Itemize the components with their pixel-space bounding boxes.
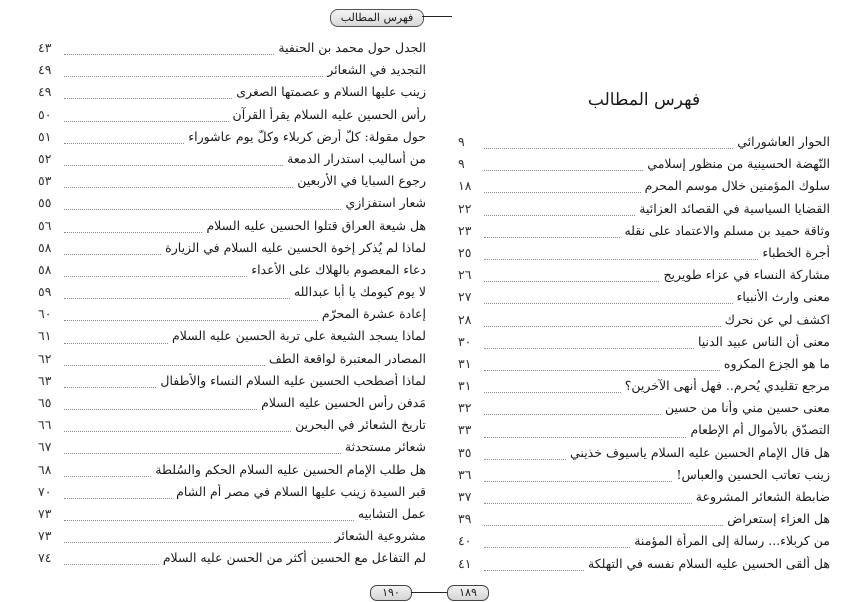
toc-entry (458, 556, 830, 578)
toc-entry-title: لا يوم كيومك يا أبا عبدالله (293, 284, 426, 300)
toc-entry (458, 134, 830, 156)
toc-entry-page: ٣٠ (458, 333, 472, 349)
toc-entry-page: ٣٣ (458, 422, 472, 438)
toc-entry-page: ٥٥ (38, 195, 52, 211)
page-number-left: ١٩٠ (370, 585, 412, 601)
toc-entry-page: ٦٦ (38, 417, 52, 433)
dot-leader (64, 408, 257, 410)
dot-leader (64, 231, 202, 233)
toc-entry-title: لماذا أصطحب الحسين عليه السلام النساء والأطفال (160, 372, 426, 388)
page-title: فهرس المطالب (587, 90, 701, 110)
toc-entry-title: حول مقولة: كلّ أرض كربلاء وكلّ يوم عاشوراء (188, 128, 426, 144)
toc-entry-page: ٣١ (458, 355, 472, 371)
toc-entry-page: ٦٨ (38, 461, 52, 477)
toc-entry (458, 223, 830, 245)
dot-leader (64, 342, 168, 344)
dot-leader (484, 258, 758, 260)
dot-leader (484, 546, 630, 548)
toc-entry-page: ٥١ (38, 128, 52, 144)
toc-entry-page: ٣٧ (458, 489, 472, 504)
toc-entry-title: الجدل حول محمد بن الحنفية (278, 40, 426, 55)
toc-entry-page: ٣٩ (458, 511, 472, 527)
toc-entry (458, 445, 830, 467)
dot-leader (64, 430, 291, 432)
toc-entry-page: ٢٨ (458, 311, 472, 327)
toc-entry (38, 240, 426, 262)
toc-entry (38, 173, 426, 195)
dot-leader (484, 413, 661, 415)
toc-entry-title: مشروعية الشعائر (334, 528, 426, 544)
dot-leader (64, 541, 331, 543)
toc-entry (38, 284, 426, 306)
toc-entry-page: ٦١ (38, 328, 52, 344)
toc-entry-page: ٦٠ (38, 306, 52, 322)
toc-entry (38, 373, 426, 395)
toc-entry-page: ٤٣ (38, 40, 52, 55)
dot-leader (64, 452, 341, 454)
dot-leader (484, 325, 721, 327)
dot-leader (484, 436, 686, 438)
toc-entry-page: ٦٢ (38, 350, 52, 366)
toc-entry-title: اكشف لي عن نحرك (724, 311, 830, 327)
toc-entry-title: رجوع السبايا في الأربعين (297, 173, 426, 189)
right-page-toc (458, 88, 830, 578)
dot-leader (484, 569, 584, 571)
toc-entry-title: معنى حسين مني وأنا من حسين (664, 400, 830, 416)
toc-entry (38, 417, 426, 439)
dot-leader (64, 297, 290, 299)
toc-entry-title: زينب عليها السلام و عصمتها الصغرى (236, 84, 426, 100)
toc-entry-page: ٥٢ (38, 150, 52, 166)
toc-entry-page: ٧٣ (38, 528, 52, 544)
toc-entry-title: وثاقة حميد بن مسلم والاعتماد على نقله (624, 222, 830, 238)
toc-entry (458, 156, 830, 178)
dot-leader (484, 236, 620, 238)
toc-entry (38, 262, 426, 284)
dot-leader (484, 169, 643, 171)
toc-entry (38, 151, 426, 173)
toc-entry-page: ٩ (458, 134, 465, 149)
dot-leader (64, 253, 161, 255)
dot-leader (484, 280, 659, 282)
toc-entry (458, 467, 830, 489)
toc-entry-title: رأس الحسين عليه السلام يقرأ القرآن (232, 106, 426, 122)
toc-entry (38, 107, 426, 129)
dot-leader (484, 458, 566, 460)
toc-entry-title: التجديد في الشعائر (327, 62, 426, 78)
toc-entry-page: ٥٦ (38, 217, 52, 233)
toc-entry-title: النّهضة الحسينية من منظور إسلامي (647, 156, 830, 172)
toc-entry-title: شعار استفزازي (345, 195, 426, 211)
toc-entry-page: ٥٣ (38, 173, 52, 189)
toc-entry-title: من أساليب استدرار الدمعة (287, 150, 426, 166)
dot-leader (484, 480, 672, 482)
toc-entry-title: شعائر مستحدثة (344, 439, 426, 455)
dot-leader (64, 208, 341, 210)
toc-entry-title: هل قال الإمام الحسين عليه السلام ياسيوف خذيني (570, 444, 830, 460)
toc-entry-page: ٣٦ (458, 466, 472, 482)
toc-entry-title: قبر السيدة زينب عليها السلام في مصر أم الشام (176, 483, 426, 499)
toc-entry (38, 462, 426, 484)
toc-entry-page: ٤٩ (38, 84, 52, 100)
dot-leader (64, 164, 283, 166)
toc-entry-page: ٢٧ (458, 289, 472, 305)
toc-entry-title: لماذا لم يُذكر إخوة الحسين عليه السلام في الزيارة (165, 239, 426, 255)
toc-entry (458, 334, 830, 356)
dot-leader (484, 369, 720, 371)
toc-entry (38, 484, 426, 506)
toc-entry-title: من كربلاء... رسالة إلى المرأة المؤمنة (634, 533, 830, 549)
left-page-toc (38, 40, 426, 573)
toc-entry-title: مشاركة النساء في عزاء طويريج (663, 267, 830, 283)
toc-entry-title: هل طلب الإمام الحسين عليه السلام الحكم والسُلطة (155, 461, 426, 477)
toc-entry-page: ٧٠ (38, 483, 52, 499)
toc-entry (38, 306, 426, 328)
toc-entry-page: ٣١ (458, 378, 472, 394)
toc-entry (38, 395, 426, 417)
toc-entry-title: معنى وارث الأنبياء (736, 289, 830, 305)
toc-entry-page: ٣٢ (458, 400, 472, 416)
toc-entry-title: هل ألقى الحسين عليه السلام نفسه في التهلكة (588, 555, 830, 571)
toc-entry-page: ٦٧ (38, 439, 52, 455)
toc-entry-page: ٣٥ (458, 444, 472, 460)
toc-entry (458, 400, 830, 422)
toc-entry (38, 195, 426, 217)
toc-entry-page: ٥٨ (38, 239, 52, 255)
toc-entry-page: ٤٠ (458, 533, 472, 549)
toc-entry-title: ضابطة الشعائر المشروعة (695, 489, 830, 504)
dot-leader (64, 364, 265, 366)
dot-leader (64, 75, 323, 77)
dot-leader (484, 524, 723, 526)
toc-entry (38, 84, 426, 106)
toc-entry (38, 40, 426, 62)
toc-entry (458, 312, 830, 334)
toc-entry-page: ٩ (458, 156, 465, 172)
dot-leader (64, 386, 156, 388)
toc-entry-title: التصدّق بالأموال أم الإطعام (690, 422, 830, 438)
toc-entry-page: ٢٢ (458, 200, 472, 216)
toc-entry (458, 489, 830, 511)
toc-entry-page: ١٨ (458, 178, 472, 194)
toc-entry (458, 356, 830, 378)
toc-entry (38, 218, 426, 240)
dot-leader (64, 120, 229, 122)
dot-leader (484, 391, 621, 393)
toc-entry-title: مَدفن رأس الحسين عليه السلام (261, 395, 426, 410)
toc-entry (458, 511, 830, 533)
footer-rule (411, 592, 447, 593)
dot-leader (64, 186, 293, 188)
toc-entry (458, 289, 830, 311)
toc-entry-page: ٤٩ (38, 62, 52, 78)
toc-entry-title: أجرة الخطباء (762, 244, 830, 260)
toc-entry-page: ٥٠ (38, 106, 52, 122)
dot-leader (484, 147, 733, 149)
toc-entry (38, 550, 426, 572)
toc-entry-title: ما هو الجزع المكروه (723, 355, 830, 371)
toc-entry (458, 422, 830, 444)
toc-entry-title: القضايا السياسية في القصائد العزائية (639, 200, 830, 216)
dot-leader (64, 53, 274, 55)
dot-leader (484, 302, 733, 304)
toc-entry (38, 528, 426, 550)
toc-entry (458, 533, 830, 555)
toc-entry (38, 129, 426, 151)
dot-leader (64, 497, 172, 499)
toc-entry-title: إعادة عشرة المحرّم (321, 306, 426, 322)
toc-entry-title: هل العزاء إستعراض (727, 511, 830, 527)
dot-leader (484, 502, 692, 504)
toc-entry-title: لماذا يسجد الشيعة على تربة الحسين عليه السلام (172, 328, 426, 344)
dot-leader (64, 142, 184, 144)
toc-entry-title: لم التفاعل مع الحسين أكثر من الحسن عليه السلام (162, 550, 426, 566)
dot-leader (64, 475, 151, 477)
toc-entry-page: ٢٥ (458, 244, 472, 260)
toc-entry-page: ٧٣ (38, 505, 52, 521)
toc-entry (38, 351, 426, 373)
toc-entry-page: ٦٥ (38, 395, 52, 410)
dot-leader (64, 275, 247, 277)
toc-entry-title: مرجع تقليدي يُحرم.. فهل أنهى الآخرين؟ (624, 378, 830, 394)
toc-entry-page: ٧٤ (38, 550, 52, 566)
toc-entry (458, 178, 830, 200)
dot-leader (64, 97, 232, 99)
toc-entry (38, 439, 426, 461)
toc-entry-title: عمل التشابيه (357, 505, 426, 521)
toc-entry (458, 245, 830, 267)
toc-entry-title: تاريخ الشعائر في البحرين (295, 417, 426, 433)
toc-entry-title: الحوار العاشورائي (737, 134, 830, 149)
dot-leader (484, 214, 635, 216)
toc-entry (38, 506, 426, 528)
toc-entry-title: المصادر المعتبرة لواقعة الطف (268, 350, 426, 366)
toc-entry (458, 378, 830, 400)
header-rule (422, 16, 452, 17)
dot-leader (64, 563, 159, 565)
dot-leader (484, 191, 641, 193)
toc-entry (38, 328, 426, 350)
toc-entry-title: معنى أن الناس عبيد الدنيا (697, 333, 830, 349)
dot-leader (64, 319, 318, 321)
toc-entry-page: ٥٨ (38, 261, 52, 277)
toc-entry (458, 267, 830, 289)
toc-entry-page: ٢٣ (458, 222, 472, 238)
toc-entry (458, 201, 830, 223)
toc-entry-title: سلوك المؤمنين خلال موسم المحرم (644, 178, 830, 194)
toc-entry-page: ٤١ (458, 555, 472, 571)
running-header: فهرس المطالب (330, 9, 424, 27)
toc-entry-page: ٥٩ (38, 284, 52, 300)
dot-leader (484, 347, 694, 349)
toc-entry-page: ٢٦ (458, 267, 472, 283)
toc-entry-title: زينب تعاتب الحسين والعباس! (676, 466, 830, 482)
dot-leader (64, 519, 354, 521)
toc-entry-title: دعاء المعصوم بالهلاك على الأعداء (251, 261, 426, 277)
toc-entry-title: هل شيعة العراق قتلوا الحسين عليه السلام (206, 217, 426, 233)
toc-entry (38, 62, 426, 84)
toc-entry-page: ٦٣ (38, 372, 52, 388)
page-number-right: ١٨٩ (447, 585, 489, 601)
